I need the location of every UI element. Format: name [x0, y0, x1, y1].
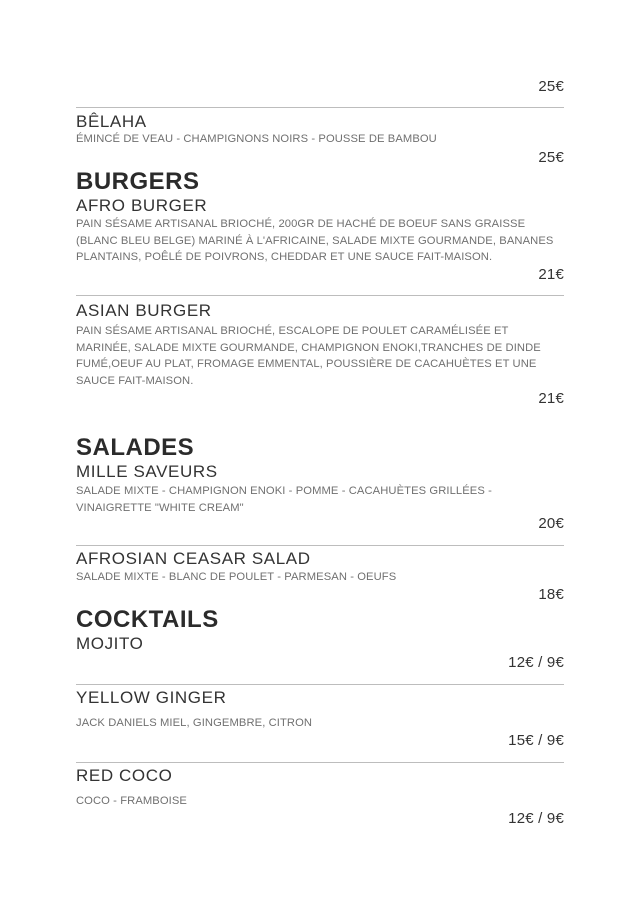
item-name: YELLOW GINGER — [76, 688, 227, 707]
item-description: COCO - FRAMBOISE — [76, 795, 187, 807]
item-price: 20€ — [538, 515, 564, 532]
item-name: RED COCO — [76, 766, 173, 785]
item-description: SALADE MIXTE - CHAMPIGNON ENOKI - POMME - CACAHUÈTES GRILLÉES - VINAIGRETTE "WHITE CREAM" — [76, 485, 492, 514]
section-title-burgers: BURGERS — [76, 168, 200, 195]
item-name: MILLE SAVEURS — [76, 462, 218, 481]
section-title-cocktails: COCKTAILS — [76, 606, 219, 633]
item-description: JACK DANIELS MIEL, GINGEMBRE, CITRON — [76, 717, 313, 729]
item-description: SALADE MIXTE - BLANC DE POULET - PARMESAN - OEUFS — [76, 571, 397, 583]
item-description: PAIN SÉSAME ARTISANAL BRIOCHÉ, ESCALOPE DE POULET CARAMÉLISÉE ET MARINÉE, SALADE MIXTE GOURMANDE, CHAMPIGNON ENOKI,TRANCHES DE DINDE FUMÉ,OEUF AU PLAT, FROMAGE EMMENTAL, POUSSIÈRE DE CACAHUÈTES ET UNE SAUCE FAIT-MAISON. — [76, 325, 541, 387]
item-price: 12€ / 9€ — [508, 654, 564, 671]
item-price: 25€ — [538, 149, 564, 166]
separator — [76, 762, 564, 763]
item-price: 12€ / 9€ — [508, 810, 564, 827]
separator — [76, 295, 564, 296]
item-name: ASIAN BURGER — [76, 301, 212, 320]
separator — [76, 684, 564, 685]
item-price: 18€ — [538, 586, 564, 603]
item-price: 21€ — [538, 266, 564, 283]
item-name: MOJITO — [76, 634, 144, 653]
item-name: AFRO BURGER — [76, 196, 208, 215]
item-name: BÊLAHA — [76, 112, 147, 131]
item-price: 25€ — [538, 78, 564, 95]
item-description: ÉMINCÉ DE VEAU - CHAMPIGNONS NOIRS - POUSSE DE BAMBOU — [76, 133, 437, 145]
item-price: 15€ / 9€ — [508, 732, 564, 749]
separator — [76, 545, 564, 546]
section-title-salades: SALADES — [76, 434, 195, 461]
item-description: PAIN SÉSAME ARTISANAL BRIOCHÉ, 200GR DE HACHÉ DE BOEUF SANS GRAISSE (BLANC BLEU BELGE) MARINÉ À L'AFRICAINE, SALADE MIXTE GOURMANDE, BANANES PLANTAINS, POÊLÉ DE POIVRONS, CHEDDAR ET UNE SAUCE FAIT-MAISON. — [76, 218, 554, 263]
separator — [76, 107, 564, 108]
item-name: AFROSIAN CEASAR SALAD — [76, 549, 311, 568]
item-price: 21€ — [538, 390, 564, 407]
